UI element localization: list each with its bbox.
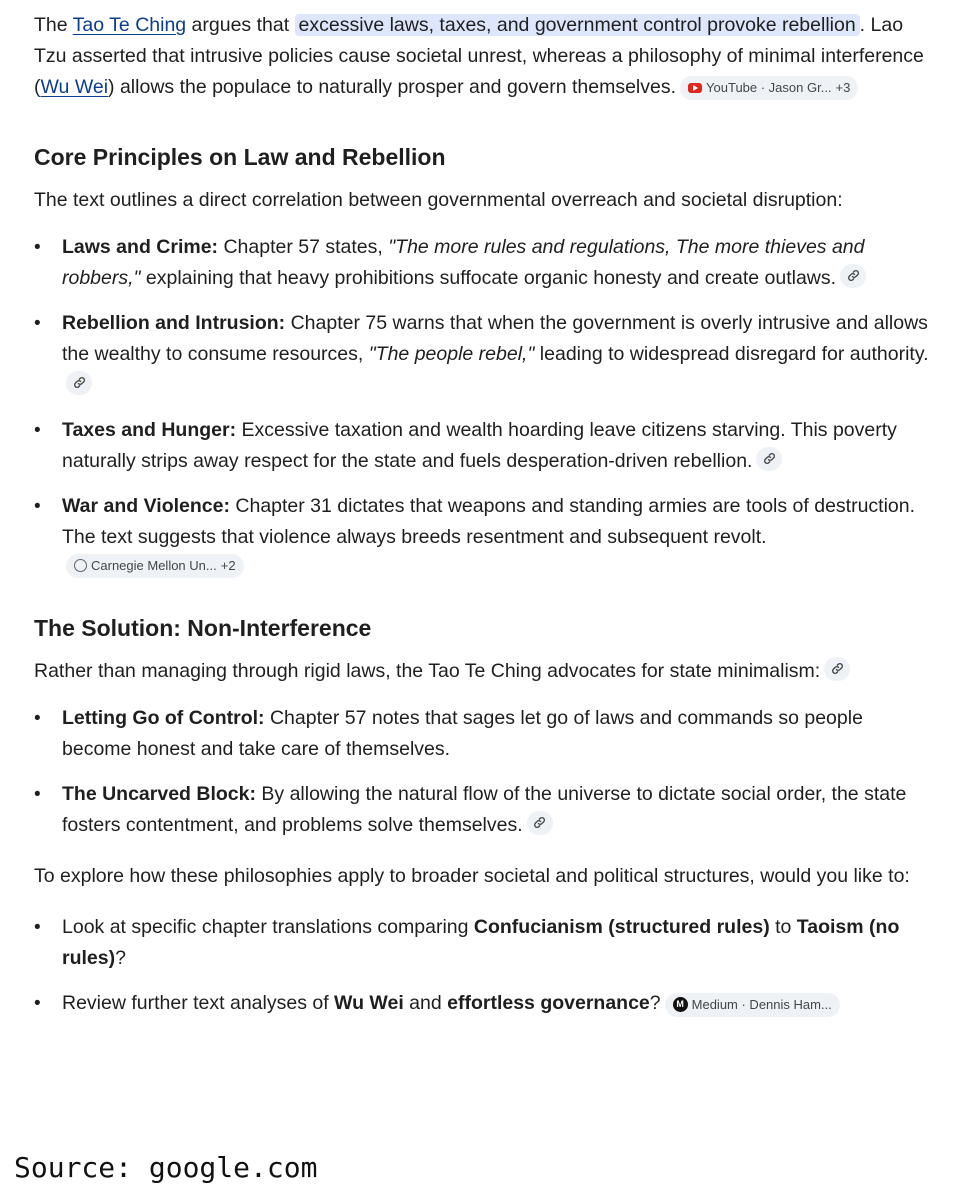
highlighted-answer: excessive laws, taxes, and government control provoke rebellion: [295, 14, 860, 36]
link-tao-te-ching[interactable]: Tao Te Ching: [72, 14, 187, 36]
source-chip-youtube[interactable]: [680, 76, 858, 100]
intro-paragraph: The Tao Te Ching argues that excessive laws, taxes, and government control provoke rebellion . Lao Tzu asserted that intrusive policies cause societal unrest, whereas a philosophy of minimal interference (Wu Wei) allows the populace to naturally prosper and govern themselves. YouTube · Jason Gr... +3: [34, 14, 924, 98]
section-lead: Rather than managing through rigid laws, the Tao Te Ching advocates for state minimalism:: [34, 656, 934, 687]
follow-up-item[interactable]: • Review further text analyses of Wu Wei and effortless governance? M Medium · Dennis Ham...: [34, 988, 934, 1019]
follow-up-prompt: To explore how these philosophies apply to broader societal and political structures, would you like to:: [34, 865, 910, 887]
list-item: • Laws and Crime: Chapter 57 states, "The more rules and regulations, The more thieves and robbers," explaining that heavy prohibitions suffocate organic honesty and create outlaws.: [34, 232, 934, 294]
globe-icon: [74, 559, 87, 572]
list-item: • Taxes and Hunger: Excessive taxation and wealth hoarding leave citizens starving. This poverty naturally strips away respect for the state and fuels desperation-driven rebellion.: [34, 415, 934, 477]
link-icon[interactable]: [756, 447, 782, 471]
follow-up-list: [34, 912, 934, 1019]
list-item: • The Uncarved Block: By allowing the natural flow of the universe to dictate social order, the state fosters contentment, and problems solve themselves.: [34, 779, 934, 841]
section-heading-solution: The Solution: Non-Interference: [34, 615, 372, 641]
source-chip-count: +3: [835, 80, 851, 95]
follow-up-item[interactable]: • Look at specific chapter translations comparing Confucianism (structured rules) to Taoism (no rules)?: [34, 912, 934, 974]
link-icon[interactable]: [824, 657, 850, 681]
list-item: • Letting Go of Control: Chapter 57 notes that sages let go of laws and commands so people become honest and take care of themselves.: [34, 703, 934, 765]
section-lead: The text outlines a direct correlation between governmental overreach and societal disruption:: [34, 189, 843, 211]
youtube-icon: [688, 83, 702, 93]
list-item: • War and Violence: Chapter 31 dictates that weapons and standing armies are tools of destruction. The text suggests that violence always breeds resentment and subsequent revolt. Carnegie Mellon Un... +2: [34, 491, 934, 584]
ai-overview-response: [34, 10, 934, 1033]
source-caption: Source: google.com: [14, 1151, 318, 1184]
core-principles-list: [34, 232, 934, 584]
link-icon[interactable]: [527, 811, 553, 835]
solution-list: [34, 703, 934, 841]
source-chip-label: Carnegie Mellon Un...: [91, 557, 217, 573]
section-heading-core-principles: Core Principles on Law and Rebellion: [34, 144, 446, 170]
source-chip-medium[interactable]: [665, 993, 840, 1017]
source-chip-label: YouTube · Jason Gr...: [706, 80, 832, 95]
medium-icon: M: [673, 997, 688, 1012]
list-item: • Rebellion and Intrusion: Chapter 75 warns that when the government is overly intrusive and allows the wealthy to consume resources, "The people rebel," leading to widespread disregard for authority.: [34, 308, 934, 401]
source-chip-count: +2: [220, 557, 236, 573]
link-icon[interactable]: [66, 371, 92, 395]
link-icon[interactable]: [840, 264, 866, 288]
source-chip-carnegie-mellon[interactable]: [66, 554, 244, 578]
link-wu-wei[interactable]: Wu Wei: [40, 76, 109, 98]
source-chip-label: Medium · Dennis Ham...: [691, 996, 832, 1012]
